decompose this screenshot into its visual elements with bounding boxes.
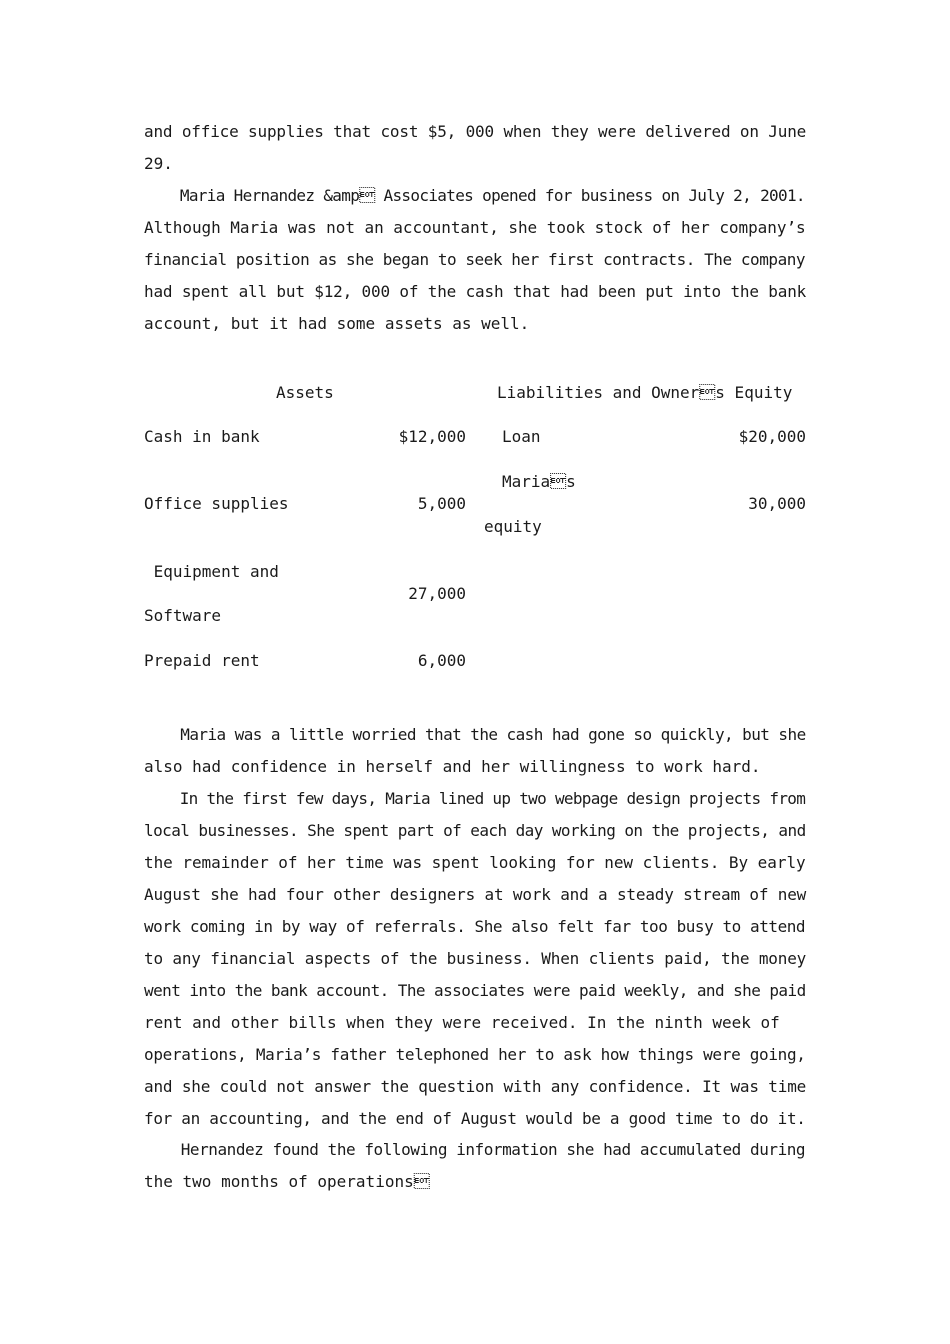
paragraph-line: the remainder of her time was spent looking for new clients. By early [144, 853, 806, 872]
asset-amount: 27,000 [408, 584, 466, 603]
liabilities-header: Liabilities and Owners Equity [497, 383, 793, 402]
paragraph-line: financial position as she began to seek her first contracts. The company [144, 250, 806, 269]
asset-amount: $12,000 [398, 427, 466, 446]
paragraph-line: In the first few days, Maria lined up two webpage design projects from [144, 789, 806, 808]
paragraph-line: went into the bank account. The associates were paid weekly, and she paid [144, 981, 806, 1000]
paragraph-line: August she had four other designers at work and a steady stream of new [144, 885, 807, 904]
paragraph-line: Hernandez found the following information she had accumulated during [144, 1140, 806, 1159]
paragraph-line: local businesses. She spent part of each day working on the projects, and [144, 821, 806, 840]
paragraph-line: Maria Hernandez &amp Associates opened for business on July 2, 2001. [144, 186, 805, 205]
liability-label: Loan [502, 427, 541, 446]
asset-label-line2: Software [144, 606, 222, 625]
paragraph-line: also had confidence in herself and her willingness to work hard. [144, 757, 761, 776]
asset-label-line1: Equipment and [144, 562, 279, 581]
asset-amount: 6,000 [417, 651, 466, 670]
paragraph-line: had spent all but $12, 000 of the cash that had been put into the bank [144, 282, 807, 301]
paragraph-line: for an accounting, and the end of August would be a good time to do it. [144, 1109, 806, 1128]
paragraph-line: Although Maria was not an accountant, she took stock of her company’s [144, 218, 806, 237]
equity-label-line2: equity [484, 517, 542, 536]
paragraph-line: to any financial aspects of the business. When clients paid, the money [144, 949, 807, 968]
asset-label: Office supplies [144, 494, 289, 513]
paragraph-line: work coming in by way of referrals. She also felt far too busy to attend [144, 917, 806, 936]
paragraph-line: and office supplies that cost $5, 000 when they were delivered on June [144, 122, 807, 141]
paragraph-line: account, but it had some assets as well. [144, 314, 530, 333]
paragraph-line: operations, Maria’s father telephoned her to ask how things were going, [144, 1045, 806, 1064]
paragraph-line: the two months of operations [144, 1172, 430, 1191]
asset-label: Cash in bank [144, 427, 260, 446]
liability-amount: 30,000 [748, 494, 806, 513]
asset-amount: 5,000 [417, 494, 466, 513]
assets-header: Assets [276, 383, 334, 402]
paragraph-line: 29. [144, 154, 173, 173]
paragraph-line: and she could not answer the question with any confidence. It was time [144, 1077, 807, 1096]
paragraph-line: rent and other bills when they were received. In the ninth week of [144, 1013, 780, 1032]
equity-label-line1: Marias [502, 472, 576, 491]
asset-label: Prepaid rent [144, 651, 260, 670]
paragraph-line: Maria was a little worried that the cash had gone so quickly, but she [144, 725, 806, 744]
liability-amount: $20,000 [738, 427, 806, 446]
